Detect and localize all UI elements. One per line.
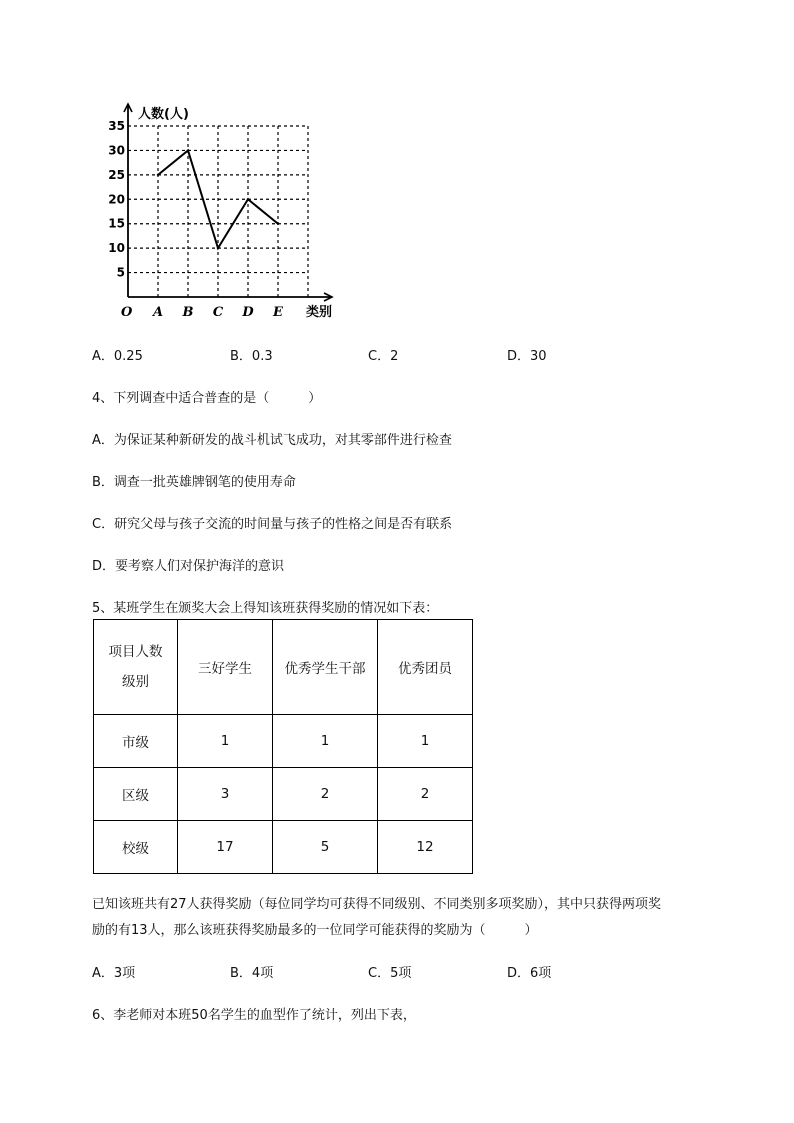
y-axis-label: 人数(人) (138, 107, 189, 122)
table-row (94, 821, 473, 874)
data-point (157, 174, 159, 176)
table-header: 优秀学生干部 (273, 620, 378, 715)
q4-option-c: C．研究父母与孩子交流的时间量与孩子的性格之间是否有联系 (92, 517, 453, 532)
q3-option-b: B．0.3 (230, 349, 273, 364)
table-cell: 17 (178, 821, 273, 874)
table-cell: 2 (378, 768, 473, 821)
table-cell: 1 (178, 715, 273, 768)
x-tick-label: B (182, 305, 194, 320)
table-header: 优秀团员 (378, 620, 473, 715)
q4-option-b: B．调查一批英雄牌钢笔的使用寿命 (92, 475, 296, 490)
q4-option-d: D．要考察人们对保护海洋的意识 (92, 559, 285, 574)
q5-text-line-1: 已知该班共有27人获得奖励（每位同学均可获得不同级别、不同类别多项奖励），其中只获得两项奖 (92, 897, 662, 912)
q5-option-c: C．5项 (368, 966, 412, 981)
y-tick-label: 10 (108, 241, 125, 256)
data-point (277, 223, 279, 225)
x-tick-label: A (152, 305, 164, 320)
x-tick-label: E (273, 305, 283, 320)
award-table (93, 619, 473, 874)
chart-axes (124, 104, 332, 301)
table-cell: 1 (273, 715, 378, 768)
q4-option-a: A．为保证某种新研发的战斗机试飞成功，对其零部件进行检查 (92, 433, 452, 448)
table-cell: 12 (378, 821, 473, 874)
q5-stem: 5、某班学生在颁奖大会上得知该班获得奖励的情况如下表： (92, 601, 439, 616)
q3-option-a: A．0.25 (92, 349, 143, 364)
y-tick-label: 20 (108, 192, 125, 207)
q5-option-b: B．4项 (230, 966, 274, 981)
data-point (187, 149, 189, 151)
table-cell: 2 (273, 768, 378, 821)
table-header: 三好学生 (178, 620, 273, 715)
table-row (94, 715, 473, 768)
y-tick-label: 5 (116, 265, 125, 280)
table-corner-cell (94, 620, 178, 715)
table-cell: 3 (178, 768, 273, 821)
data-point (217, 247, 219, 249)
x-axis-label: 类别 (306, 305, 333, 320)
x-tick-labels (151, 305, 284, 320)
table-row (94, 768, 473, 821)
q5-option-d: D．6项 (507, 966, 552, 981)
table-cell: 5 (273, 821, 378, 874)
y-tick-label: 25 (108, 167, 125, 182)
q5-text-line-2: 励的有13人，那么该班获得奖励最多的一位同学可能获得的奖励为（ ） (92, 923, 538, 938)
table-row-level: 区级 (94, 768, 178, 821)
y-tick-label: 35 (108, 119, 125, 133)
data-point (247, 198, 249, 200)
q6-stem: 6、李老师对本班50名学生的血型作了统计，列出下表， (92, 1008, 416, 1023)
table-row-level: 校级 (94, 821, 178, 874)
q3-option-c: C．2 (368, 349, 399, 364)
q3-option-d: D．30 (507, 349, 547, 364)
y-tick-label: 15 (108, 216, 125, 231)
x-tick-label: D (242, 305, 254, 320)
table-cell: 1 (378, 715, 473, 768)
table-header-row (94, 620, 473, 715)
line-chart (108, 100, 348, 322)
q5-option-a: A．3项 (92, 966, 136, 981)
q4-stem: 4、下列调查中适合普查的是（ ） (92, 391, 322, 406)
table-row-level: 市级 (94, 715, 178, 768)
y-tick-labels (108, 119, 125, 280)
corner-bottom-label: 级别 (122, 674, 149, 690)
chart-grid (128, 126, 308, 297)
y-tick-label: 30 (108, 143, 125, 158)
x-tick-label: C (212, 305, 224, 320)
origin-label: O (121, 305, 133, 320)
corner-top-label: 项目人数 (108, 644, 163, 660)
